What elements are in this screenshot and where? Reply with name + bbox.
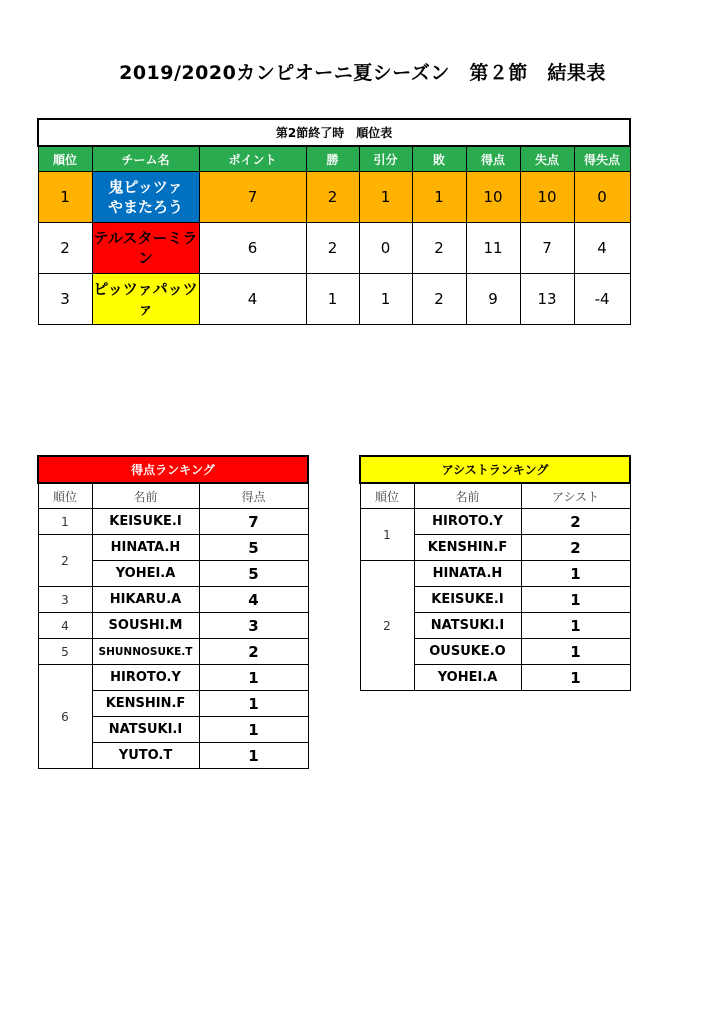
team-name-cell xyxy=(92,274,199,325)
assist-count: 1 xyxy=(521,587,630,613)
win-cell: 1 xyxy=(306,274,359,325)
draw-cell: 0 xyxy=(359,223,412,274)
team-name-line: やまたろう xyxy=(107,198,183,216)
page-title: 2019/2020カンピオーニ夏シーズン 第２節 結果表 xyxy=(119,62,606,84)
table-row xyxy=(38,639,308,665)
rank-cell: 2 xyxy=(360,561,414,691)
rank-cell: 1 xyxy=(38,172,92,223)
standings-header-row xyxy=(38,146,630,172)
rank-cell: 2 xyxy=(38,535,92,587)
goal-count: 4 xyxy=(199,587,308,613)
header-rank: 順位 xyxy=(38,146,92,172)
goal-count: 1 xyxy=(199,717,308,743)
rank-cell: 1 xyxy=(38,509,92,535)
player-name: SHUNNOSUKE.T xyxy=(92,639,199,665)
assist-count: 2 xyxy=(521,509,630,535)
player-name: HIROTO.Y xyxy=(92,665,199,691)
header-name: 名前 xyxy=(92,483,199,509)
points-cell: 4 xyxy=(199,274,306,325)
player-name: KENSHIN.F xyxy=(414,535,521,561)
assists-ranking-table xyxy=(359,455,631,691)
table-row xyxy=(38,613,308,639)
assist-count: 1 xyxy=(521,665,630,691)
goals-against-cell: 10 xyxy=(520,172,574,223)
goal-count: 1 xyxy=(199,665,308,691)
player-name: HIROTO.Y xyxy=(414,509,521,535)
team-name-line: テルスターミラン xyxy=(93,229,198,267)
goal-count: 1 xyxy=(199,691,308,717)
win-cell: 2 xyxy=(306,172,359,223)
scorers-ranking-table xyxy=(37,455,309,769)
table-row xyxy=(360,561,630,587)
table-row xyxy=(360,509,630,535)
header-loss: 敗 xyxy=(412,146,466,172)
goal-diff-cell: -4 xyxy=(574,274,630,325)
player-name: YUTO.T xyxy=(92,743,199,769)
rank-cell: 5 xyxy=(38,639,92,665)
rank-cell: 6 xyxy=(38,665,92,769)
scorers-caption: 得点ランキング xyxy=(38,456,308,483)
header-win: 勝 xyxy=(306,146,359,172)
goal-count: 5 xyxy=(199,535,308,561)
rank-cell: 2 xyxy=(38,223,92,274)
header-name: 名前 xyxy=(414,483,521,509)
header-rank: 順位 xyxy=(360,483,414,509)
player-name: KENSHIN.F xyxy=(92,691,199,717)
table-row xyxy=(38,535,308,561)
goal-count: 2 xyxy=(199,639,308,665)
assist-count: 1 xyxy=(521,639,630,665)
header-goals-for: 得点 xyxy=(466,146,520,172)
goal-count: 7 xyxy=(199,509,308,535)
loss-cell: 2 xyxy=(412,223,466,274)
rank-cell: 1 xyxy=(360,509,414,561)
table-row xyxy=(38,587,308,613)
points-cell: 7 xyxy=(199,172,306,223)
assists-caption: アシストランキング xyxy=(360,456,630,483)
standings-row xyxy=(38,172,630,223)
goal-diff-cell: 0 xyxy=(574,172,630,223)
standings-row xyxy=(38,274,630,325)
assist-count: 2 xyxy=(521,535,630,561)
player-name: KEISUKE.I xyxy=(414,587,521,613)
team-name-line: 鬼ピッツァ xyxy=(108,178,183,196)
loss-cell: 2 xyxy=(412,274,466,325)
loss-cell: 1 xyxy=(412,172,466,223)
team-name-line: ピッツァパッツァ xyxy=(93,280,198,318)
rank-cell: 4 xyxy=(38,613,92,639)
player-name: NATSUKI.I xyxy=(92,717,199,743)
player-name: HINATA.H xyxy=(92,535,199,561)
standings-row xyxy=(38,223,630,274)
player-name: OUSUKE.O xyxy=(414,639,521,665)
header-goals: 得点 xyxy=(199,483,308,509)
standings-caption: 第2節終了時 順位表 xyxy=(38,119,630,146)
player-name: YOHEI.A xyxy=(414,665,521,691)
team-name-cell xyxy=(92,172,199,223)
table-row xyxy=(38,665,308,691)
assist-count: 1 xyxy=(521,561,630,587)
goal-diff-cell: 4 xyxy=(574,223,630,274)
player-name: YOHEI.A xyxy=(92,561,199,587)
goals-for-cell: 11 xyxy=(466,223,520,274)
goals-against-cell: 13 xyxy=(520,274,574,325)
player-name: SOUSHI.M xyxy=(92,613,199,639)
player-name: HINATA.H xyxy=(414,561,521,587)
header-team: チーム名 xyxy=(92,146,199,172)
goal-count: 5 xyxy=(199,561,308,587)
draw-cell: 1 xyxy=(359,274,412,325)
assists-header-row xyxy=(360,483,630,509)
points-cell: 6 xyxy=(199,223,306,274)
goals-for-cell: 10 xyxy=(466,172,520,223)
goal-count: 3 xyxy=(199,613,308,639)
header-goal-diff: 得失点 xyxy=(574,146,630,172)
standings-table xyxy=(37,118,631,325)
player-name: KEISUKE.I xyxy=(92,509,199,535)
rank-cell: 3 xyxy=(38,587,92,613)
assist-count: 1 xyxy=(521,613,630,639)
header-rank: 順位 xyxy=(38,483,92,509)
win-cell: 2 xyxy=(306,223,359,274)
table-row xyxy=(38,509,308,535)
header-goals-against: 失点 xyxy=(520,146,574,172)
player-name: HIKARU.A xyxy=(92,587,199,613)
rank-cell: 3 xyxy=(38,274,92,325)
draw-cell: 1 xyxy=(359,172,412,223)
scorers-header-row xyxy=(38,483,308,509)
goal-count: 1 xyxy=(199,743,308,769)
goals-against-cell: 7 xyxy=(520,223,574,274)
player-name: NATSUKI.I xyxy=(414,613,521,639)
header-points: ポイント xyxy=(199,146,306,172)
team-name-cell xyxy=(92,223,199,274)
header-assists: アシスト xyxy=(521,483,630,509)
header-draw: 引分 xyxy=(359,146,412,172)
goals-for-cell: 9 xyxy=(466,274,520,325)
